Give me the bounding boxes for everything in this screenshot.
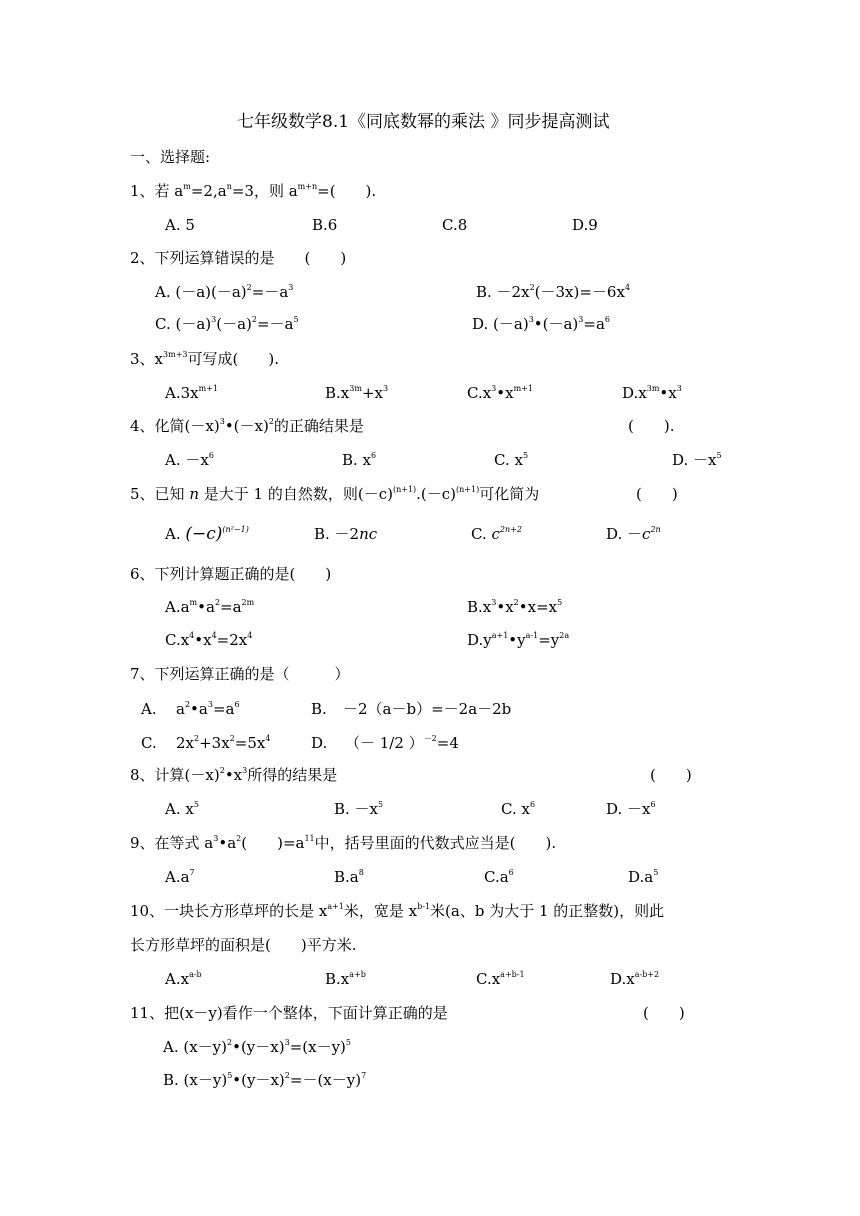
question-11-option-a: A. $(x-y)^2•(y-x)^3=(x-y)^5$ (163, 1038, 352, 1056)
question-7-stem: 7、下列运算正确的是（ ） (130, 665, 350, 683)
question-4-stem: 4、化简$(-x)^3•(-x)^2$的正确结果是 (130, 417, 364, 435)
question-9-option-c: $C.a^6$ (484, 868, 514, 886)
question-10-option-d: $D.x^{a-b+2}$ (610, 970, 660, 988)
question-8-option-a: A. $x^5$ (165, 800, 199, 818)
question-4-option-b: B. $x^6$ (342, 451, 377, 469)
question-5-option-c: C. $c^{2n+2}$ (471, 525, 522, 543)
question-6-option-d: $D.y^{a+1}•y^{a-1}=y^{2a}$ (467, 631, 570, 649)
question-1-stem: 1、若 $a^m=2,a^n=3$，则 $a^{m+n}=$( ). (130, 182, 377, 200)
question-9-option-a: $A.a^7$ (165, 868, 195, 886)
question-7-option-d: （－ 1/2 ）$^{-2}$=4 (345, 734, 459, 752)
question-2-option-d: D. $(-a)^3•(-a)^3=a^6$ (472, 315, 610, 333)
question-8-option-c: C. $x^6$ (501, 800, 536, 818)
question-3-option-a: $A.3x^{m+1}$ (165, 384, 218, 402)
question-4-option-c: C. $x^5$ (494, 451, 529, 469)
question-5-stem: 5、已知 n 是大于 1 的自然数，则$(-c)^{(n+1)}.(-c)^{(n+1)}$可化简为 (130, 485, 540, 503)
question-8-option-b: B. $-x^5$ (334, 800, 384, 818)
question-5-option-a: A. $(-c)^{(n^2-1)}$ (165, 524, 249, 544)
question-1-option-d: D.9 (572, 216, 598, 234)
question-2-option-c: C. $(-a)^3(-a)^2=-a^5$ (155, 315, 299, 333)
question-6-option-c: $C.x^4•x^4=2x^4$ (165, 631, 253, 649)
question-7-option-b-label: B. (311, 700, 327, 718)
question-3-option-c: $C.x^3•x^{m+1}$ (467, 384, 533, 402)
question-6-stem: 6、下列计算题正确的是( ) (130, 565, 332, 583)
question-6-option-b: $B.x^3•x^2•x=x^5$ (467, 598, 563, 616)
question-11-stem: 11、把(x－y)看作一个整体，下面计算正确的是 (130, 1004, 448, 1022)
question-6-option-a: $A.a^m•a^2=a^{2m}$ (165, 598, 255, 616)
question-11-answer-blank: ( ) (643, 1004, 685, 1022)
question-3-option-d: $D.x^{3m}•x^3$ (622, 384, 682, 402)
question-11-option-b: B. $(x-y)^5•(y-x)^2=-(x-y)^7$ (163, 1071, 367, 1089)
question-5-answer-blank: ( ) (636, 485, 678, 503)
question-7-option-b: －2（a－b）=－2a－2b (343, 700, 512, 718)
question-8-option-d: D. $-x^6$ (606, 800, 656, 818)
question-4-option-d: D. $-x^5$ (672, 451, 722, 469)
question-5-option-b: B. －2nc (314, 525, 378, 543)
question-4-answer-blank: ( ). (628, 417, 675, 435)
question-2-option-a: A. $(-a)(-a)^2=-a^3$ (155, 283, 294, 301)
question-9-option-d: $D.a^5$ (628, 868, 659, 886)
question-7-option-a-label: A. (141, 700, 157, 718)
section-heading: 一、选择题: (130, 148, 211, 166)
question-1-option-c: C.8 (442, 216, 468, 234)
question-4-option-a: A. $-x^6$ (165, 451, 214, 469)
question-2-stem: 2、下列运算错误的是 ( ) (130, 249, 347, 267)
question-8-answer-blank: ( ) (650, 766, 692, 784)
question-7-option-c-label: C. (141, 734, 157, 752)
question-9-stem: 9、在等式 $a^3•a^2$( )$=a^{11}$中，括号里面的代数式应当是( ). (130, 834, 557, 852)
question-10-option-c: $C.x^{a+b-1}$ (476, 970, 525, 988)
question-7-option-a: $a^2•a^3=a^6$ (176, 700, 240, 718)
question-10-option-b: $B.x^{a+b}$ (325, 970, 366, 988)
question-10-stem-line-1: 10、一块长方形草坪的长是 $x^{a+1}$米，宽是 $x^{b-1}$米(a、b 为大于 1 的正整数)，则此 (130, 902, 665, 920)
question-3-option-b: $B.x^{3m}+x^3$ (325, 384, 389, 402)
question-3-stem: 3、$x^{3m+3}$可写成( ). (130, 350, 279, 368)
question-9-option-b: $B.a^8$ (334, 868, 364, 886)
question-2-option-b: B. $-2x^2(-3x)=-6x^4$ (476, 283, 631, 301)
question-7-option-d-label: D. (311, 734, 328, 752)
question-10-stem-line-2: 长方形草坪的面积是( )平方米. (130, 936, 357, 954)
document-title: 七年级数学8.1《同底数幂的乘法 》同步提高测试 (237, 112, 610, 132)
question-8-stem: 8、计算$(-x)^2•x^3$所得的结果是 (130, 766, 338, 784)
question-5-option-d: D. $-c^{2n}$ (606, 525, 661, 543)
question-1-option-b: B.6 (312, 216, 338, 234)
question-7-option-c: $2x^2+3x^2=5x^4$ (176, 734, 271, 752)
question-10-option-a: $A.x^{a-b}$ (165, 970, 202, 988)
question-1-option-a: A. 5 (165, 216, 195, 234)
